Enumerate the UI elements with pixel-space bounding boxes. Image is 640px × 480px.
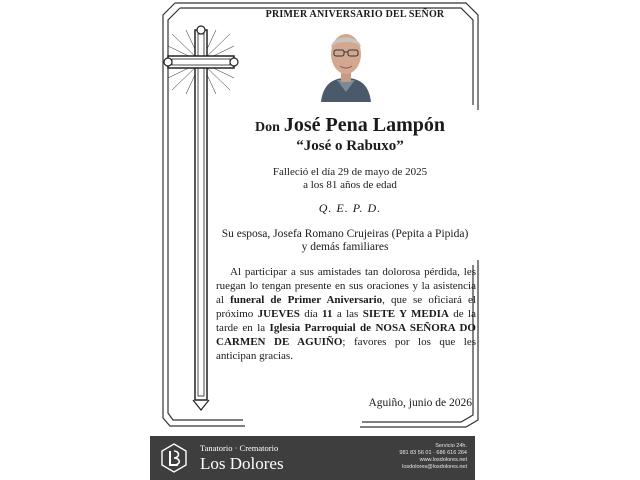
death-info	[150, 166, 550, 192]
message-bold: JUEVES	[257, 308, 300, 320]
death-age: a los 81 años de edad	[303, 179, 397, 191]
message-bold: Iglesia Parroquial de NOSA SEÑORA DO CARMEN DE AGUIÑO	[216, 322, 476, 348]
contact-info	[327, 443, 467, 471]
message-text: Al participar a sus amistades tan dolorosa pérdida, les ruegan lo tengan presente en sus oraciones y la asistencia al	[216, 266, 476, 306]
message-text: ; favores por los que les anticipan gracias.	[216, 336, 476, 362]
qepd-line: Q. E. P. D.	[318, 201, 382, 215]
brand-tagline: Tanatorio · Crematorio	[200, 443, 279, 453]
family-line-2: y demás familiares	[301, 241, 389, 253]
message-text: , que se oficiará el próximo	[216, 294, 476, 320]
contact-phone: 981 83 56 01 · 686 616 264	[399, 450, 467, 456]
deceased-portrait	[319, 20, 373, 102]
family-line-1: Su esposa, Josefa Romano Crujeiras (Pepita a Pipida)	[221, 228, 469, 240]
family-info	[210, 228, 480, 254]
funeral-home-footer	[150, 436, 475, 480]
message-bold: funeral de Primer Aniversario	[230, 294, 383, 306]
deceased-name	[150, 114, 550, 137]
message-bold: 11	[322, 308, 333, 320]
name-prefix: Don	[254, 120, 280, 135]
contact-web: www.losdolores.net	[419, 457, 467, 463]
funeral-home-logo-icon	[160, 443, 188, 473]
contact-email: losdolores@losdolores.net	[402, 464, 467, 470]
message-text: de la tarde en la	[216, 308, 476, 334]
full-name: José Pena Lampón	[283, 114, 446, 136]
announcement-body	[216, 265, 476, 363]
brand-name: Los Dolores	[200, 454, 284, 473]
deceased-nickname: “José o Rabuxo”	[296, 138, 404, 154]
notice-heading: PRIMER ANIVERSARIO DEL SEÑOR	[265, 9, 445, 20]
contact-line: Servicio 24h.	[435, 443, 467, 449]
message-text: a las	[332, 308, 363, 320]
death-date: Falleció el día 29 de mayo de 2025	[272, 166, 428, 178]
place-date: Aguiño, junio de 2026	[368, 397, 472, 409]
message-text: día	[299, 308, 323, 320]
message-bold: SIETE Y MEDIA	[362, 308, 449, 320]
